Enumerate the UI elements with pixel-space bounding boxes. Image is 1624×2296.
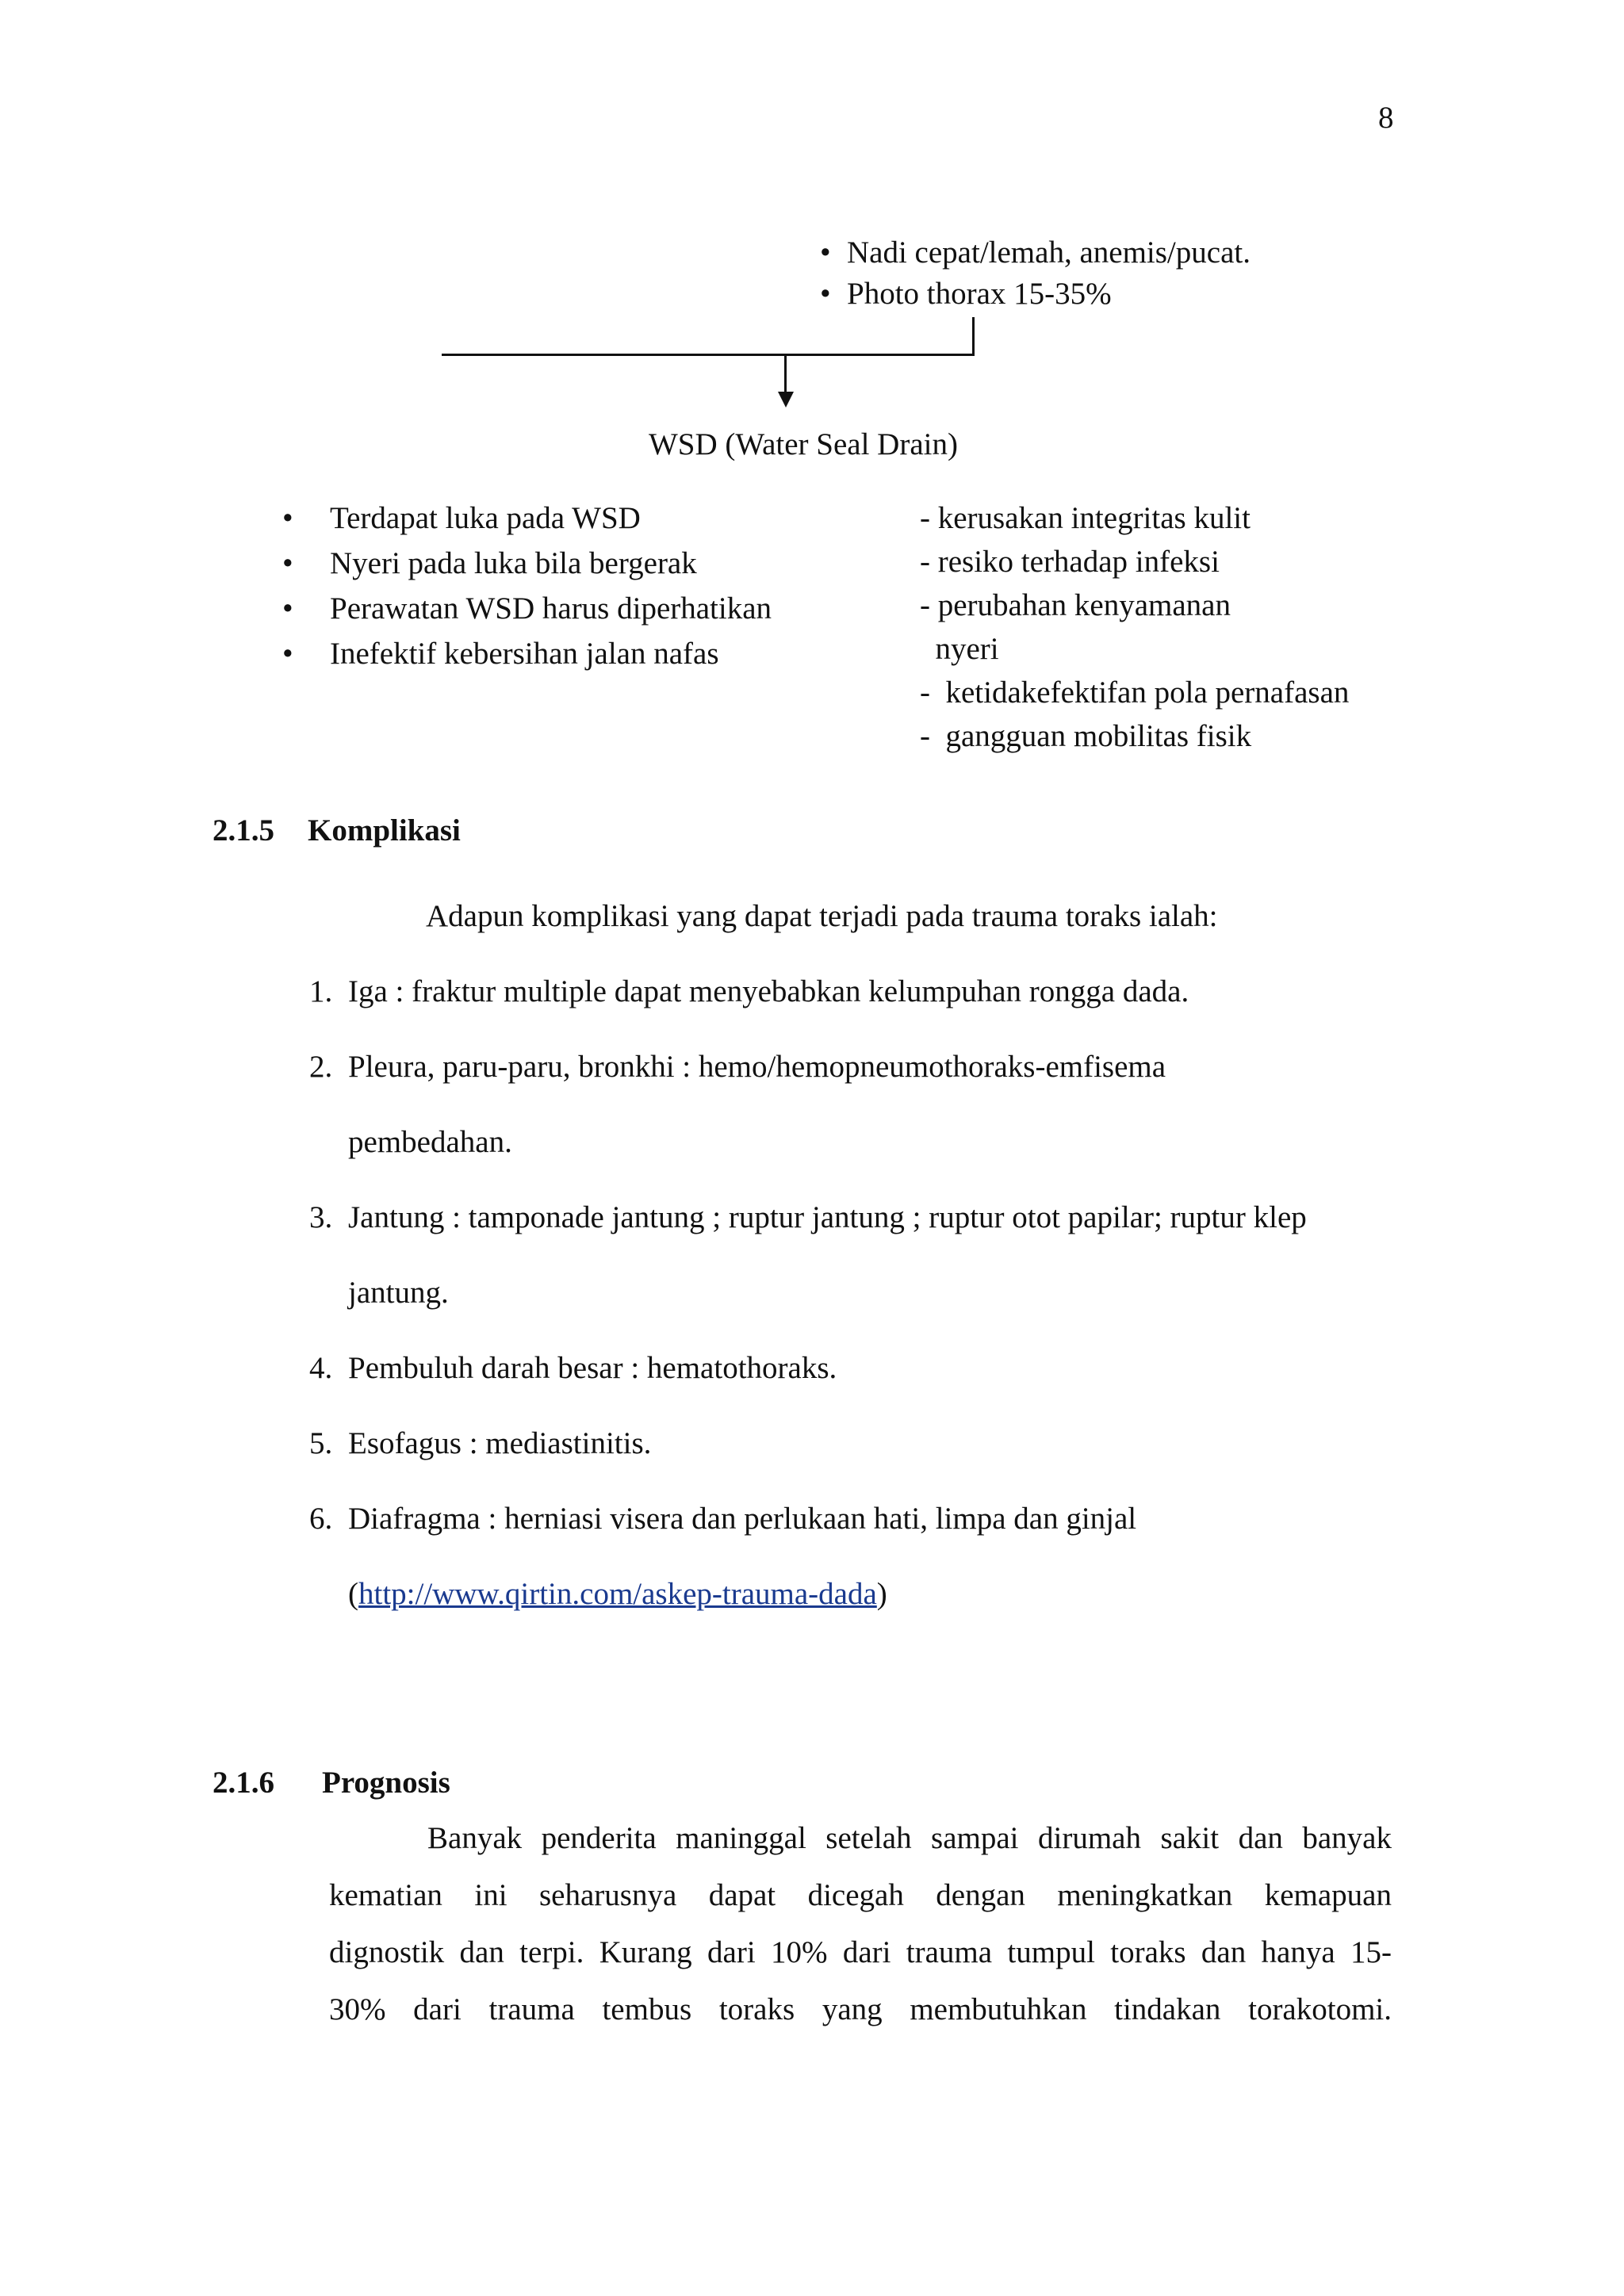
list-number: 2. bbox=[309, 1050, 333, 1084]
list-item-continuation: pembedahan. bbox=[348, 1125, 512, 1159]
list-item-text: Terdapat luka pada WSD bbox=[330, 501, 641, 535]
list-item bbox=[282, 636, 772, 681]
reference-line bbox=[309, 1576, 1307, 1651]
section-title: Prognosis bbox=[322, 1766, 450, 1800]
flow-arrow-shaft bbox=[784, 354, 787, 392]
diagnosis-item: - kerusakan integritas kulit bbox=[920, 501, 1251, 535]
flow-top-bullet-list bbox=[820, 235, 1251, 317]
list-number: 1. bbox=[309, 974, 333, 1008]
prognosis-paragraph bbox=[329, 1820, 1392, 2049]
paragraph-line: Banyak penderita maninggal setelah sampai dirumah sakit dan banyak bbox=[427, 1821, 1392, 1855]
list-item-text: Pembuluh darah besar : hematothoraks. bbox=[348, 1351, 837, 1385]
list-item bbox=[309, 1200, 1307, 1275]
paragraph-line: kematian ini seharusnya dapat dicegah dengan meningkatkan kemapuan bbox=[329, 1878, 1392, 1912]
diagnosis-item: - ketidakefektifan pola pernafasan bbox=[920, 675, 1350, 710]
diagnosis-item: - resiko terhadap infeksi bbox=[920, 545, 1220, 579]
arrow-down-icon bbox=[778, 392, 794, 408]
nursing-diagnosis-list bbox=[920, 500, 1349, 762]
section-heading-prognosis bbox=[213, 1765, 450, 1802]
paragraph-line: dignostik dan terpi. Kurang dari 10% dari trauma tumpul toraks dan hanya 15- bbox=[329, 1935, 1392, 1969]
section-title: Komplikasi bbox=[308, 813, 461, 848]
bullet-icon: • bbox=[820, 277, 831, 311]
flow-top-bullet-text: Nadi cepat/lemah, anemis/pucat. bbox=[847, 235, 1251, 270]
list-item bbox=[282, 545, 772, 591]
page-number: 8 bbox=[1378, 101, 1394, 135]
list-item bbox=[309, 1049, 1307, 1124]
list-number: 4. bbox=[309, 1351, 333, 1385]
list-item bbox=[309, 1425, 1307, 1501]
list-item bbox=[309, 1501, 1307, 1576]
section-number: 2.1.5 bbox=[213, 813, 274, 848]
list-number: 3. bbox=[309, 1200, 333, 1234]
list-item bbox=[282, 591, 772, 636]
komplikasi-intro: Adapun komplikasi yang dapat terjadi pada trauma toraks ialah: bbox=[426, 899, 1218, 933]
list-item-text: Jantung : tamponade jantung ; ruptur jantung ; ruptur otot papilar; ruptur klep bbox=[348, 1200, 1307, 1234]
list-item-text: Perawatan WSD harus diperhatikan bbox=[330, 591, 772, 626]
flow-connector-vertical bbox=[972, 317, 975, 356]
list-item bbox=[309, 1350, 1307, 1425]
wsd-problem-list bbox=[282, 500, 772, 681]
wsd-title: WSD (Water Seal Drain) bbox=[649, 427, 958, 461]
bullet-icon: • bbox=[282, 591, 293, 626]
list-item-continuation: jantung. bbox=[348, 1276, 449, 1310]
list-item-text: Iga : fraktur multiple dapat menyebabkan kelumpuhan rongga dada. bbox=[348, 974, 1189, 1008]
list-item bbox=[282, 500, 772, 545]
list-number: 5. bbox=[309, 1426, 333, 1460]
flow-top-bullet bbox=[820, 235, 1251, 276]
list-item-text: Esofagus : mediastinitis. bbox=[348, 1426, 652, 1460]
flow-connector-horizontal bbox=[442, 354, 975, 356]
diagnosis-item: - perubahan kenyamanan bbox=[920, 588, 1231, 622]
list-item bbox=[309, 974, 1307, 1049]
flow-top-bullet-text: Photo thorax 15-35% bbox=[847, 277, 1112, 311]
list-item-text: Nyeri pada luka bila bergerak bbox=[330, 546, 697, 580]
diagnosis-item: - gangguan mobilitas fisik bbox=[920, 719, 1252, 753]
reference-link[interactable]: http://www.qirtin.com/askep-trauma-dada bbox=[358, 1577, 877, 1611]
bullet-icon: • bbox=[282, 637, 293, 671]
komplikasi-list bbox=[309, 974, 1307, 1651]
diagnosis-item: nyeri bbox=[920, 632, 999, 666]
list-item-text: Diafragma : herniasi visera dan perlukaan hati, limpa dan ginjal bbox=[348, 1502, 1137, 1536]
reference-paren-close: ) bbox=[876, 1577, 887, 1611]
list-number: 6. bbox=[309, 1502, 333, 1536]
section-number: 2.1.6 bbox=[213, 1766, 274, 1800]
list-item-text: Inefektif kebersihan jalan nafas bbox=[330, 637, 719, 671]
list-item-text: Pleura, paru-paru, bronkhi : hemo/hemopneumothoraks-emfisema bbox=[348, 1050, 1166, 1084]
paragraph-line: 30% dari trauma tembus toraks yang membutuhkan tindakan torakotomi. bbox=[329, 1992, 1392, 2026]
section-heading-komplikasi bbox=[213, 813, 461, 850]
bullet-icon: • bbox=[282, 501, 293, 535]
reference-paren-open: ( bbox=[348, 1577, 358, 1611]
flow-top-bullet bbox=[820, 276, 1251, 317]
bullet-icon: • bbox=[820, 235, 831, 270]
bullet-icon: • bbox=[282, 546, 293, 580]
